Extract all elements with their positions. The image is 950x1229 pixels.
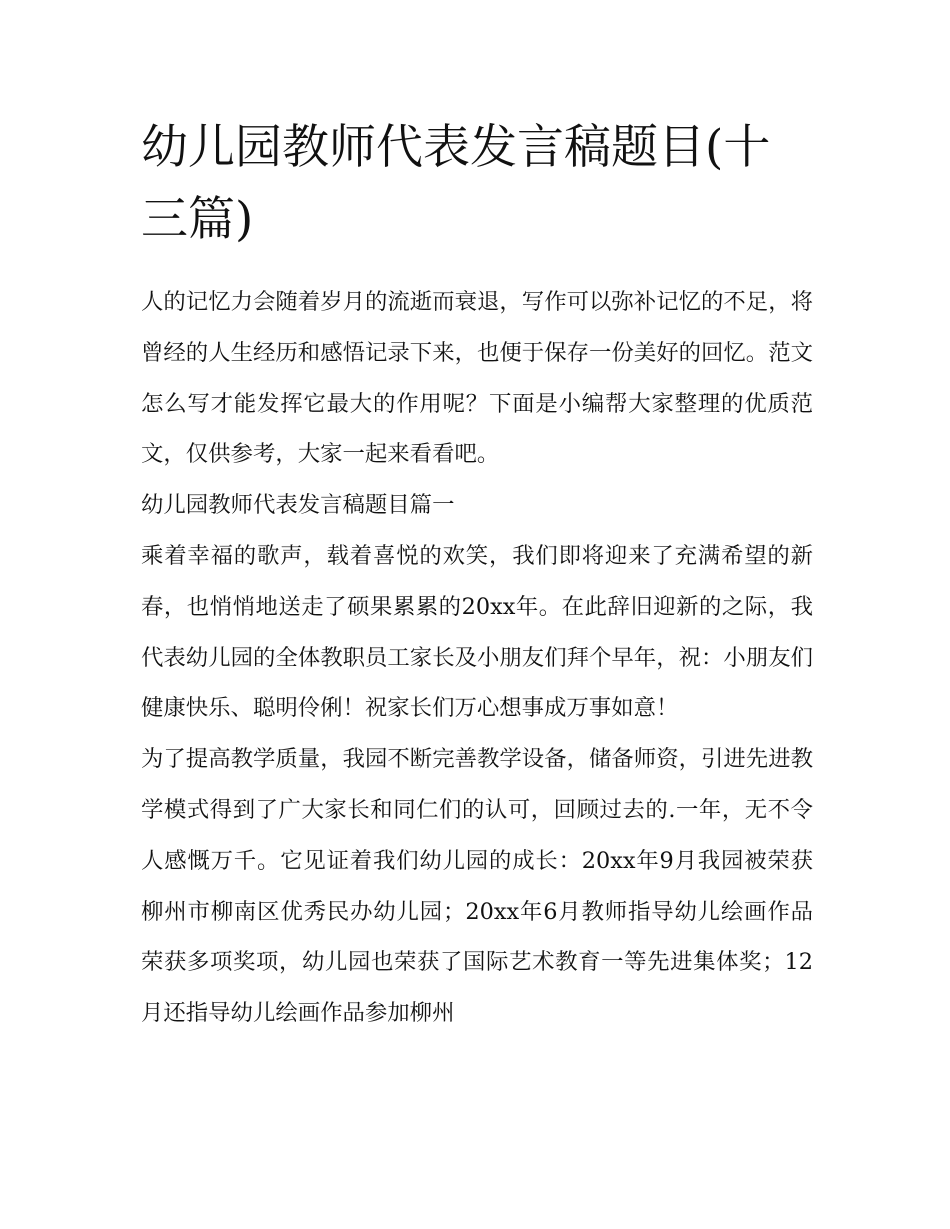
intro-paragraph: 人的记忆力会随着岁月的流逝而衰退，写作可以弥补记忆的不足，将曾经的人生经历和感悟记录下来，也便于保存一份美好的回忆。范文怎么写才能发挥它最大的作用呢？下面是小编帮大家整理的优质范文，仅供参考，大家一起来看看吧。: [141, 289, 813, 468]
section-heading: 幼儿园教师代表发言稿题目篇一: [141, 492, 455, 519]
document-body: [141, 277, 813, 1039]
body-paragraph-1: 乘着幸福的歌声，载着喜悦的欢笑，我们即将迎来了充满希望的新春，也悄悄地送走了硕果累累的20xx年。在此辞旧迎新的之际，我代表幼儿园的全体教职员工家长及小朋友们拜个早年，祝：小朋友们健康快乐、聪明伶俐！祝家长们万心想事成万事如意！: [141, 542, 813, 722]
body-paragraph-2: 为了提高教学质量，我园不断完善教学设备，储备师资，引进先进教学模式得到了广大家长和同仁们的认可，回顾过去的.一年，无不令人感慨万千。它见证着我们幼儿园的成长：20xx年9月我园被荣获柳州市柳南区优秀民办幼儿园；20xx年6月教师指导幼儿绘画作品荣获多项奖项，幼儿园也荣获了国际艺术教育一等先进集体奖；12月还指导幼儿绘画作品参加柳州: [141, 746, 813, 1027]
document-title: 幼儿园教师代表发言稿题目(十三篇): [141, 120, 771, 247]
document-content: [141, 112, 813, 1039]
